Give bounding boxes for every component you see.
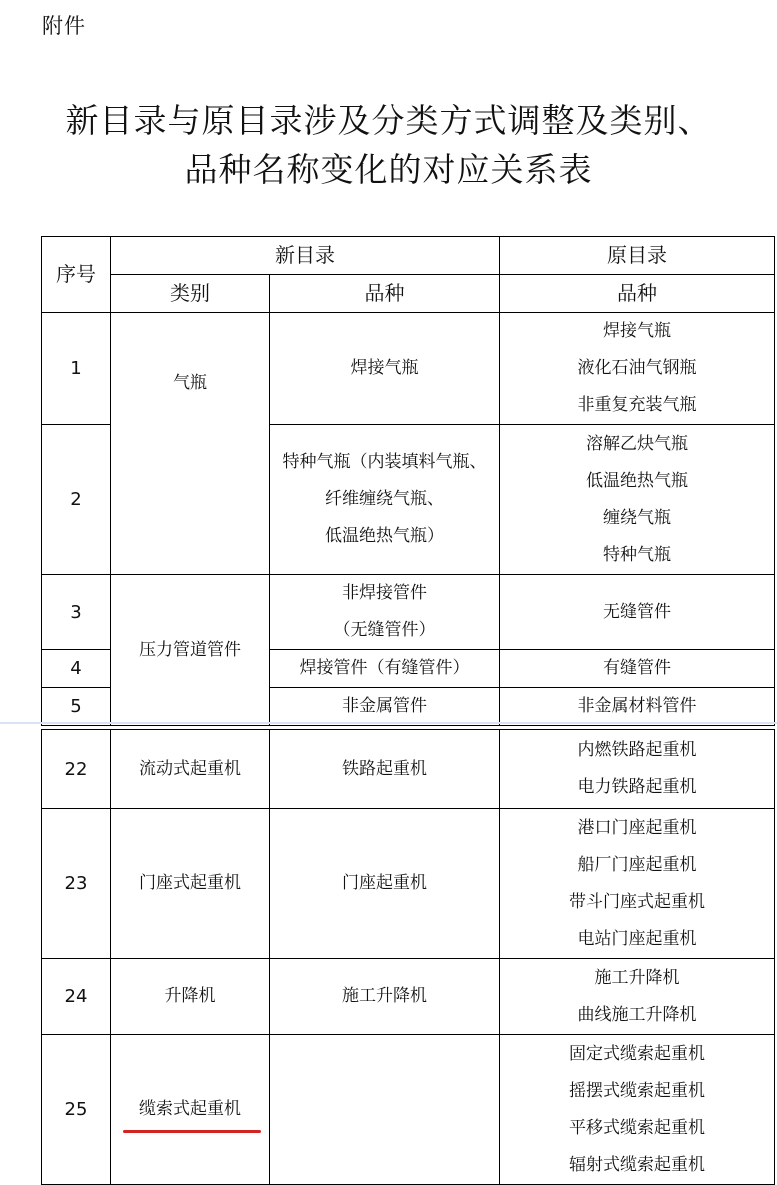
old-variety-cell: 非金属材料管件 <box>500 688 775 726</box>
old-variety-item: 施工升降机 <box>594 967 680 988</box>
table-row <box>42 313 775 425</box>
new-variety-line: （无缝管件） <box>333 620 436 640</box>
header-variety-old: 品种 <box>500 275 775 313</box>
old-variety-item: 非重复充装气瓶 <box>577 395 697 415</box>
category-cell: 升降机 <box>111 959 270 1035</box>
row-number: 24 <box>42 959 111 1035</box>
old-variety-item: 溶解乙炔气瓶 <box>586 433 688 454</box>
old-variety-item: 船厂门座起重机 <box>577 854 697 875</box>
row-number: 4 <box>42 650 111 688</box>
new-variety-cell: 施工升降机 <box>270 959 500 1035</box>
new-variety-cell: 焊接气瓶 <box>270 313 500 425</box>
mapping-table-top <box>41 236 775 726</box>
mapping-table-bottom <box>41 729 775 1185</box>
category-cell: 门座式起重机 <box>111 809 270 959</box>
new-variety-line: 低温绝热气瓶） <box>325 526 444 546</box>
table-row <box>42 730 775 809</box>
row-number: 2 <box>42 425 111 575</box>
old-variety-cell <box>500 730 775 809</box>
old-variety-cell <box>500 1035 775 1185</box>
new-variety-cell: 非金属管件 <box>270 688 500 726</box>
old-variety-item: 低温绝热气瓶 <box>586 470 688 491</box>
category-cell: 缆索式起重机 <box>111 1035 270 1185</box>
table-row <box>42 809 775 959</box>
old-variety-item: 缠绕气瓶 <box>603 507 671 528</box>
old-variety-item: 特种气瓶 <box>603 544 671 565</box>
page-title-line-1: 新目录与原目录涉及分类方式调整及类别、 <box>65 101 712 140</box>
new-variety-cell: 铁路起重机 <box>270 730 500 809</box>
row-number: 3 <box>42 575 111 650</box>
header-old-catalog: 原目录 <box>500 237 775 275</box>
new-variety-cell <box>270 425 500 575</box>
old-variety-item: 内燃铁路起重机 <box>577 740 697 760</box>
highlight-underline <box>123 1130 261 1133</box>
new-variety-line: 特种气瓶（内装填料气瓶、 <box>282 452 487 472</box>
table-row <box>42 1035 775 1185</box>
attachment-label: 附件 <box>42 14 86 38</box>
new-variety-cell <box>270 1035 500 1185</box>
new-variety-cell: 焊接管件（有缝管件） <box>270 650 500 688</box>
category-gas-cylinder: 气瓶 <box>173 373 207 393</box>
old-variety-item: 摇摆式缆索起重机 <box>569 1080 705 1101</box>
header-variety-new: 品种 <box>270 275 500 313</box>
old-variety-item: 电力铁路起重机 <box>577 777 697 797</box>
header-category: 类别 <box>111 275 270 313</box>
row-number: 1 <box>42 313 111 425</box>
header-seq: 序号 <box>42 237 111 313</box>
old-variety-item: 港口门座起重机 <box>577 817 697 838</box>
old-variety-item: 曲线施工升降机 <box>577 1004 697 1025</box>
header-new-catalog: 新目录 <box>111 237 500 275</box>
old-variety-item: 电站门座起重机 <box>577 928 697 949</box>
old-variety-cell: 无缝管件 <box>500 575 775 650</box>
category-cell <box>111 313 270 575</box>
page-title-line-2: 品种名称变化的对应关系表 <box>184 150 593 189</box>
old-variety-cell: 有缝管件 <box>500 650 775 688</box>
section-separator <box>0 722 777 724</box>
old-variety-item: 辐射式缆索起重机 <box>569 1154 705 1175</box>
new-variety-cell <box>270 575 500 650</box>
new-variety-line: 非焊接管件 <box>342 583 427 603</box>
table-row <box>42 575 775 650</box>
old-variety-cell <box>500 959 775 1035</box>
row-number: 23 <box>42 809 111 959</box>
old-variety-cell <box>500 313 775 425</box>
new-variety-line: 纤维缠绕气瓶、 <box>325 489 444 509</box>
old-variety-cell <box>500 425 775 575</box>
category-pressure-pipe: 压力管道管件 <box>111 575 270 726</box>
table-row <box>42 959 775 1035</box>
old-variety-item: 焊接气瓶 <box>603 321 671 341</box>
old-variety-item: 液化石油气钢瓶 <box>577 358 697 378</box>
row-number: 22 <box>42 730 111 809</box>
old-variety-item: 带斗门座式起重机 <box>569 891 705 912</box>
row-number: 5 <box>42 688 111 726</box>
old-variety-item: 平移式缆索起重机 <box>569 1117 705 1138</box>
new-variety-cell: 门座起重机 <box>270 809 500 959</box>
category-cell: 流动式起重机 <box>111 730 270 809</box>
old-variety-item: 固定式缆索起重机 <box>569 1043 705 1064</box>
row-number: 25 <box>42 1035 111 1185</box>
old-variety-cell <box>500 809 775 959</box>
